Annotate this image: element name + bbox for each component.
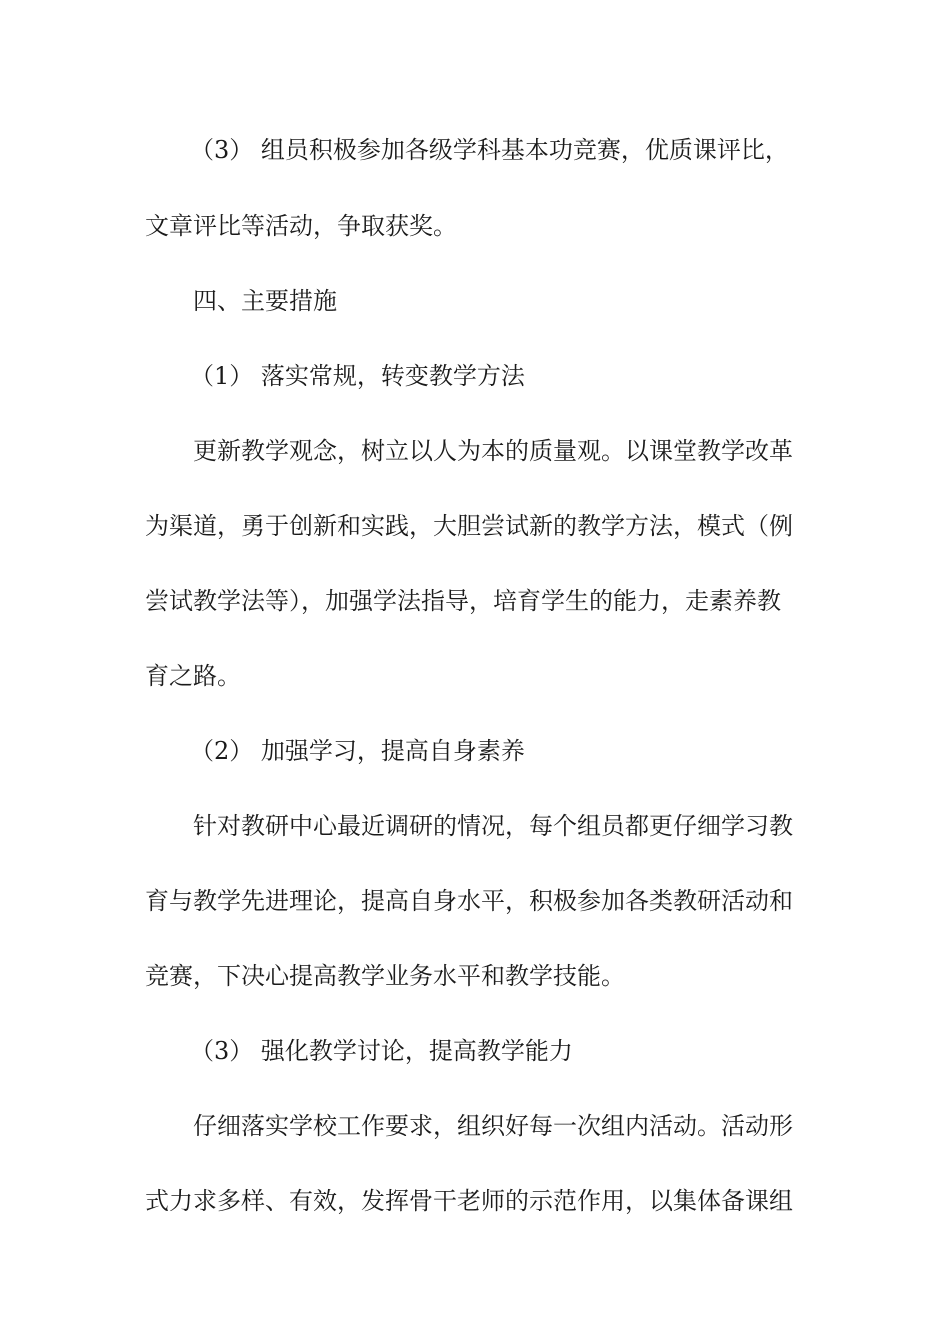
paragraph-line: 更新教学观念，树立以人为本的质量观。以课堂教学改革 xyxy=(193,437,793,465)
subheading-1: （1） 落实常规，转变教学方法 xyxy=(190,362,525,390)
paragraph-line: 为渠道，勇于创新和实践，大胆尝试新的教学方法，模式（例 xyxy=(145,512,793,540)
paragraph-line: 尝试教学法等），加强学法指导，培育学生的能力，走素养教 xyxy=(145,587,781,615)
paragraph-line: 仔细落实学校工作要求，组织好每一次组内活动。活动形 xyxy=(193,1112,793,1140)
subheading-2: （2） 加强学习，提高自身素养 xyxy=(190,737,525,765)
paragraph-line: 针对教研中心最近调研的情况，每个组员都更仔细学习教 xyxy=(193,812,793,840)
paragraph-line: 文章评比等活动，争取获奖。 xyxy=(145,212,457,240)
paragraph-line: 育与教学先进理论，提高自身水平，积极参加各类教研活动和 xyxy=(145,887,793,915)
paragraph-line: 式力求多样、有效，发挥骨干老师的示范作用，以集体备课组 xyxy=(145,1187,793,1215)
paragraph-line: 育之路。 xyxy=(145,662,241,690)
subheading-3: （3） 强化教学讨论，提高教学能力 xyxy=(190,1037,573,1065)
section-heading-measures: 四、主要措施 xyxy=(193,287,337,315)
list-item-3-goal: （3） 组员积极参加各级学科基本功竞赛，优质课评比， xyxy=(190,136,789,164)
paragraph-line: 竞赛，下决心提高教学业务水平和教学技能。 xyxy=(145,962,625,990)
